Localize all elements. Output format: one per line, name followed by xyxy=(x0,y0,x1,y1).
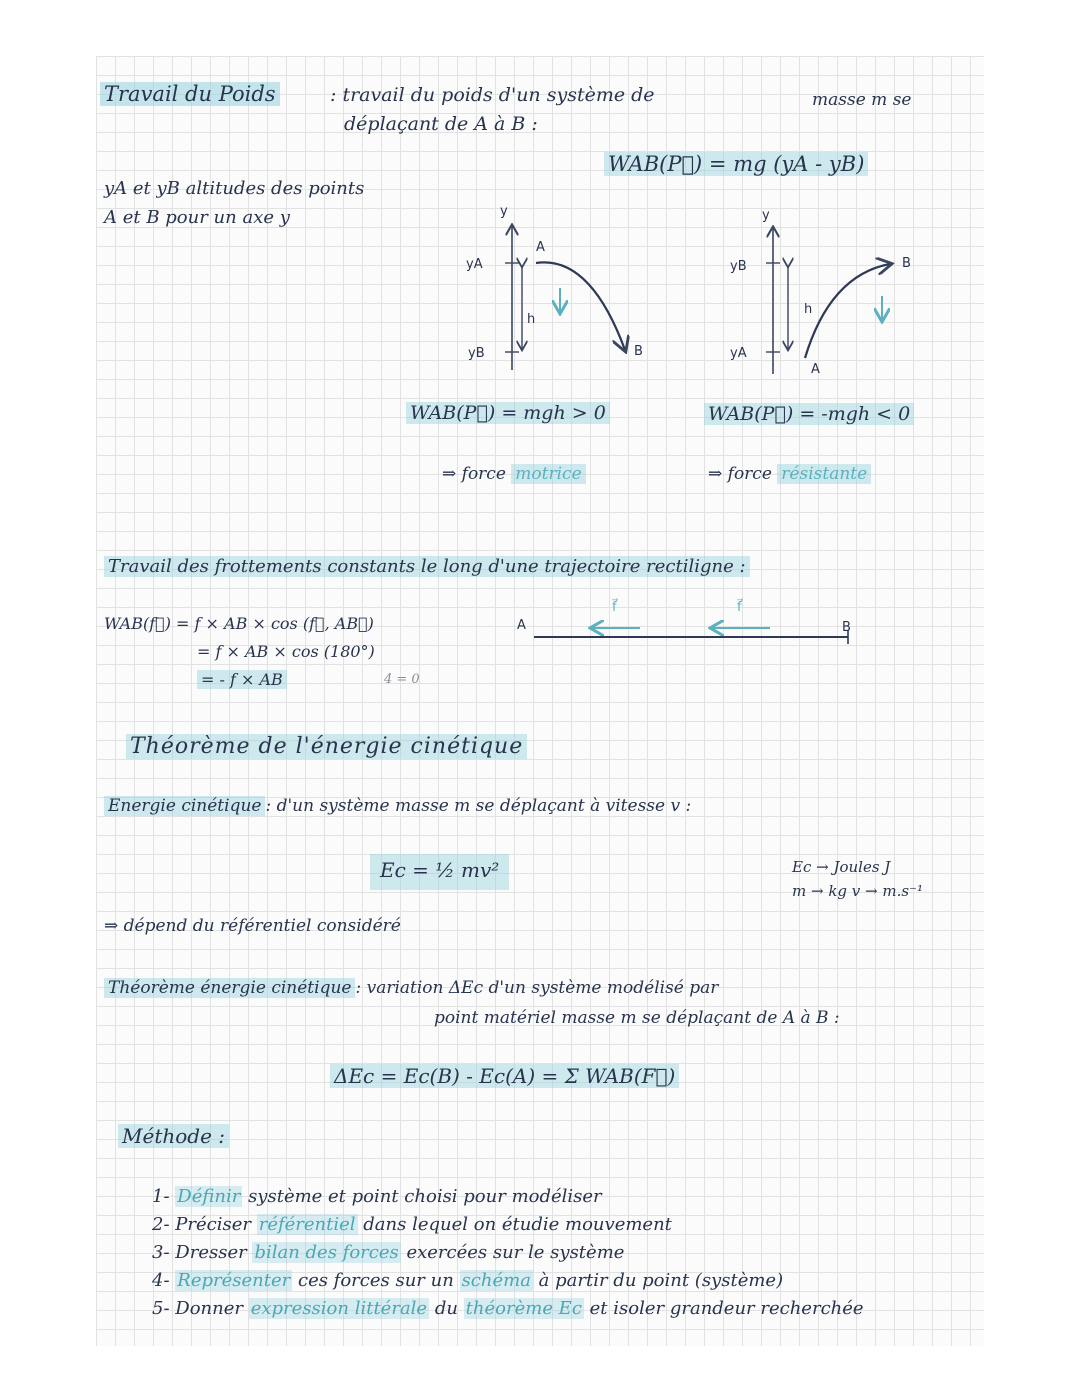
intro-tail: masse m se xyxy=(812,90,912,110)
methode-step-3: 3- Dresser bilan des forces exercées sur le système xyxy=(152,1242,625,1263)
frottements-line-2: = f × AB × cos (180°) xyxy=(197,642,375,661)
point-b-label: B xyxy=(842,620,851,635)
diagram-2-ya-label: yA xyxy=(730,346,747,361)
methode-step-5: 5- Donner expression littérale du théorème Ec et isoler grandeur recherchée xyxy=(152,1298,864,1319)
methode-step-1: 1- Définir système et point choisi pour modéliser xyxy=(152,1186,602,1207)
section-title-travail-poids: Travail du Poids xyxy=(100,82,280,106)
frottements-note: 4 = 0 xyxy=(384,672,420,687)
diagram-1-conclusion: ⇒ force motrice xyxy=(442,464,586,484)
theoreme-statement-line-1: Théorème énergie cinétique : variation ΔEc d'un système modélisé par xyxy=(104,978,718,998)
diagram-1-formula: WAB(P⃗) = mgh > 0 xyxy=(406,402,610,424)
units-line-1: Ec → Joules J xyxy=(792,858,891,876)
diagram-1-a-label: A xyxy=(536,240,545,255)
frottements-heading: Travail des frottements constants le long d'une trajectoire rectiligne : xyxy=(104,556,750,577)
diagram-1-h-label: h xyxy=(527,312,536,327)
poids-formula: WAB(P⃗) = mg (yA - yB) xyxy=(604,152,868,176)
methode-title: Méthode : xyxy=(118,1124,229,1148)
diagram-2-conclusion: ⇒ force résistante xyxy=(708,464,871,484)
ec-formula: Ec = ½ mv² xyxy=(370,858,509,882)
frottements-line-1: WAB(f⃗) = f × AB × cos (f⃗, AB⃗) xyxy=(104,614,374,633)
diagram-2-formula: WAB(P⃗) = -mgh < 0 xyxy=(704,403,914,425)
altitudes-line-2: A et B pour un axe y xyxy=(104,207,290,228)
frottements-diagram xyxy=(534,628,848,644)
methode-step-2: 2- Préciser référentiel dans lequel on étudie mouvement xyxy=(152,1214,672,1235)
units-line-2: m → kg v → m.s⁻¹ xyxy=(792,882,923,900)
diagram-1-y-label: y xyxy=(500,204,508,219)
theoreme-formula: ΔEc = Ec(B) - Ec(A) = Σ WAB(F⃗) xyxy=(330,1064,679,1088)
diagram-2-b-label: B xyxy=(902,256,911,271)
diagram-2-a-label: A xyxy=(811,362,820,377)
diagram-1-yb-label: yB xyxy=(468,346,485,361)
diagram-2-force-resistante xyxy=(766,228,890,374)
point-a-label: A xyxy=(517,618,526,633)
energie-definition: Energie cinétique : d'un système masse m se déplaçant à vitesse v : xyxy=(104,796,691,816)
diagram-1-ya-label: yA xyxy=(466,257,483,272)
intro-line-1: : travail du poids d'un système de xyxy=(330,84,655,106)
theoreme-statement-line-2: point matériel masse m se déplaçant de A à B : xyxy=(434,1008,840,1028)
dependency-note: ⇒ dépend du référentiel considéré xyxy=(104,916,401,936)
friction-label-1: f⃗ xyxy=(612,600,617,615)
diagram-1-trajectory xyxy=(536,262,625,350)
diagram-1-force-motrice xyxy=(505,226,625,370)
altitudes-line-1: yA et yB altitudes des points xyxy=(104,178,365,199)
diagram-2-yb-label: yB xyxy=(730,259,747,274)
diagram-2-trajectory xyxy=(805,264,890,358)
diagram-2-h-label: h xyxy=(804,302,813,317)
methode-step-4: 4- Représenter ces forces sur un schéma à partir du point (système) xyxy=(152,1270,784,1291)
friction-label-2: f⃗ xyxy=(737,600,742,615)
diagram-2-y-label: y xyxy=(762,208,770,223)
theoreme-title: Théorème de l'énergie cinétique xyxy=(126,734,527,759)
diagram-1-b-label: B xyxy=(634,344,643,359)
intro-line-2: déplaçant de A à B : xyxy=(344,113,538,135)
frottements-line-3: = - f × AB xyxy=(197,670,287,689)
